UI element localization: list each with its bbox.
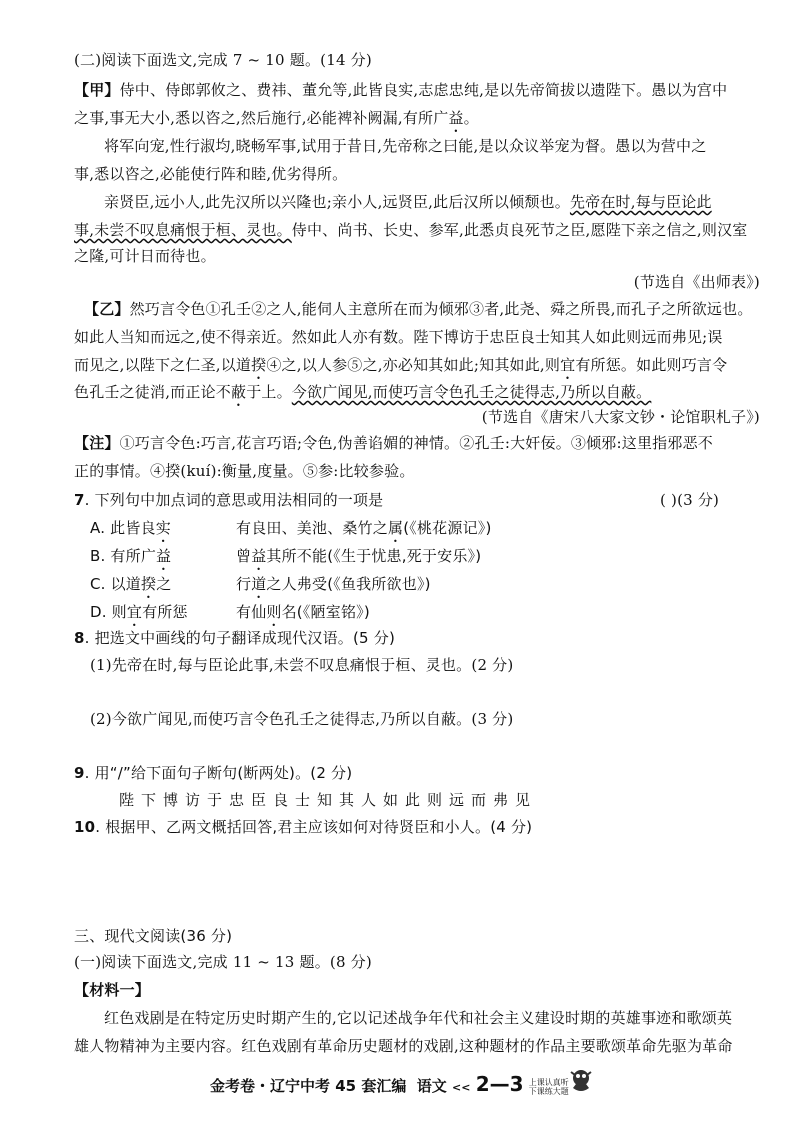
q10-stem: 10. 根据甲、乙两文概括回答,君主应该如何对待贤臣和小人。(4 分) xyxy=(74,818,533,836)
page-footer xyxy=(210,1072,569,1096)
q7-option-d: D. 则宜有所惩 有仙则名(《陋室铭》) xyxy=(90,603,370,621)
footer-subject: 语文 xyxy=(416,1077,447,1095)
notes-tag: 【注】 xyxy=(74,434,120,452)
q8-sentence-1: (1)先帝在时,每与臣论此事,未尝不叹息痛恨于桓、灵也。(2 分) xyxy=(90,656,514,674)
dotted-word: 则 xyxy=(266,603,282,621)
dotted-word: 益 xyxy=(448,109,464,127)
dotted-word: 益 xyxy=(156,547,172,565)
question-number: 8 xyxy=(74,629,85,647)
q7-option-a: A. 此皆良实 有良田、美池、桑竹之属(《桃花源记》) xyxy=(90,519,492,537)
q7-stem: 7. 下列句中加点词的意思或用法相同的一项是 xyxy=(74,491,384,509)
question-number: 7 xyxy=(74,491,85,509)
q9-sentence: 陛下博访于忠臣良士知其人如此则远而弗见 xyxy=(119,791,538,809)
wavy-underlined-sentence: 今欲广闻见,而使巧言令色孔壬之徒得志,乃所以自蔽。 xyxy=(291,383,652,401)
q8-sentence-2: (2)今欲广闻见,而使巧言令色孔壬之徒得志,乃所以自蔽。(3 分) xyxy=(90,710,514,728)
footer-title: 金考卷・辽宁中考 45 套汇编 xyxy=(210,1077,407,1095)
yi-source: (节选自《唐宋八大家文钞・论馆职札子》) xyxy=(481,408,760,426)
dotted-word: 蔽 xyxy=(230,383,247,401)
jia-line-7: 之隆,可计日而待也。 xyxy=(74,247,216,265)
dotted-word: 宜 xyxy=(126,603,143,621)
dotted-word: 宜 xyxy=(560,356,576,374)
notes-line-1: 【注】①巧言令色:巧言,花言巧语;令色,伪善谄媚的神情。②孔壬:大奸佞。③倾邪:这里指邪恶不 xyxy=(74,434,713,452)
jia-line-4: 事,悉以咨之,必能使行阵和睦,优劣得所。 xyxy=(74,165,348,183)
q9-stem: 9. 用“/”给下面句子断句(断两处)。(2 分) xyxy=(74,764,353,782)
question-number: 9 xyxy=(74,764,85,782)
footer-arrows: << xyxy=(452,1081,471,1094)
yi-line-2: 如此人当知而远之,使不得亲近。然如此人亦有数。陛下博访于忠臣良士知其人如此则远而弗见;误 xyxy=(74,328,723,346)
jia-source: (节选自《出师表》) xyxy=(633,273,760,291)
wavy-underlined-sentence: 事,未尝不叹息痛恨于桓、灵也。 xyxy=(74,221,292,239)
page-dash: — xyxy=(489,1072,510,1096)
wavy-underlined-sentence: 先帝在时,每与臣论此 xyxy=(569,193,712,211)
jia-line-5: 亲贤臣,远小人,此先汉所以兴隆也;亲小人,远贤臣,此后汉所以倾颓也。先帝在时,每与臣论此 xyxy=(104,193,712,211)
jia-line-1: 【甲】侍中、侍郎郭攸之、费祎、董允等,此皆良实,志虑忠纯,是以先帝简拔以遗陛下。愚以为宫中 xyxy=(74,81,728,99)
dotted-word: 益 xyxy=(251,547,267,565)
jia-line-3: 将军向宠,性行淑均,晓畅军事,试用于昔日,先帝称之曰能,是以众议举宠为督。愚以为营中之 xyxy=(104,137,707,155)
jia-line-2: 之事,事无大小,悉以咨之,然后施行,必能裨补阙漏,有所广益。 xyxy=(74,109,479,127)
dotted-word: 属 xyxy=(388,519,404,537)
yi-line-3: 而见之,以陛下之仁圣,以道揆④之,以人参⑤之,亦必知其如此;知其如此,则宜有所惩。如此则巧言令 xyxy=(74,356,728,374)
yi-line-1: 【乙】然巧言令色①孔壬②之人,能伺人主意所在而为倾邪③者,此尧、舜之所畏,而孔子之所欲远也。 xyxy=(84,300,753,318)
section3-header: 三、现代文阅读(36 分) xyxy=(74,927,233,945)
dotted-word: 揆 xyxy=(141,575,157,593)
section3-sub: (一)阅读下面选文,完成 11 ~ 13 题。(8 分) xyxy=(74,953,372,971)
material-tag: 【材料一】 xyxy=(74,981,151,999)
q7-answer-blank: ( )(3 分) xyxy=(660,491,720,509)
material-line-2: 雄人物精神为主要内容。红色戏剧有革命历史题材的戏剧,这种题材的作品主要歌颂革命先驱为革命 xyxy=(74,1037,733,1055)
section2-header: (二)阅读下面选文,完成 7 ~ 10 题。(14 分) xyxy=(74,51,372,69)
mascot-icon xyxy=(566,1066,596,1094)
q8-stem: 8. 把选文中画线的句子翻译成现代汉语。(5 分) xyxy=(74,629,395,647)
q7-option-c: C. 以道揆之 行道之人弗受(《鱼我所欲也》) xyxy=(90,575,431,593)
page-number-a: 2 xyxy=(475,1072,490,1096)
dotted-word: 实 xyxy=(155,519,171,537)
dotted-word: 揆 xyxy=(251,356,267,374)
dotted-word: 道 xyxy=(251,575,267,593)
jia-line-6: 事,未尝不叹息痛恨于桓、灵也。侍中、尚书、长史、参军,此悉贞良死节之臣,愿陛下亲之信之,则汉室 xyxy=(74,221,748,239)
notes-line-2: 正的事情。④揆(kuí):衡量,度量。⑤参:比较参验。 xyxy=(74,462,415,480)
page-number-b: 3 xyxy=(509,1072,524,1096)
yi-line-4: 色孔壬之徒消,而正论不蔽于上。今欲广闻见,而使巧言令色孔壬之徒得志,乃所以自蔽。 xyxy=(74,383,652,401)
yi-tag: 【乙】 xyxy=(84,300,130,318)
jia-tag: 【甲】 xyxy=(74,81,120,99)
q7-option-b: B. 有所广益 曾益其所不能(《生于忧患,死于安乐》) xyxy=(90,547,482,565)
material-line-1: 红色戏剧是在特定历史时期产生的,它以记述战争年代和社会主义建设时期的英雄事迹和歌颂英 xyxy=(104,1009,733,1027)
question-number: 10 xyxy=(74,818,96,836)
footer-tags: 上课认真听 下课练大题 xyxy=(528,1077,569,1096)
